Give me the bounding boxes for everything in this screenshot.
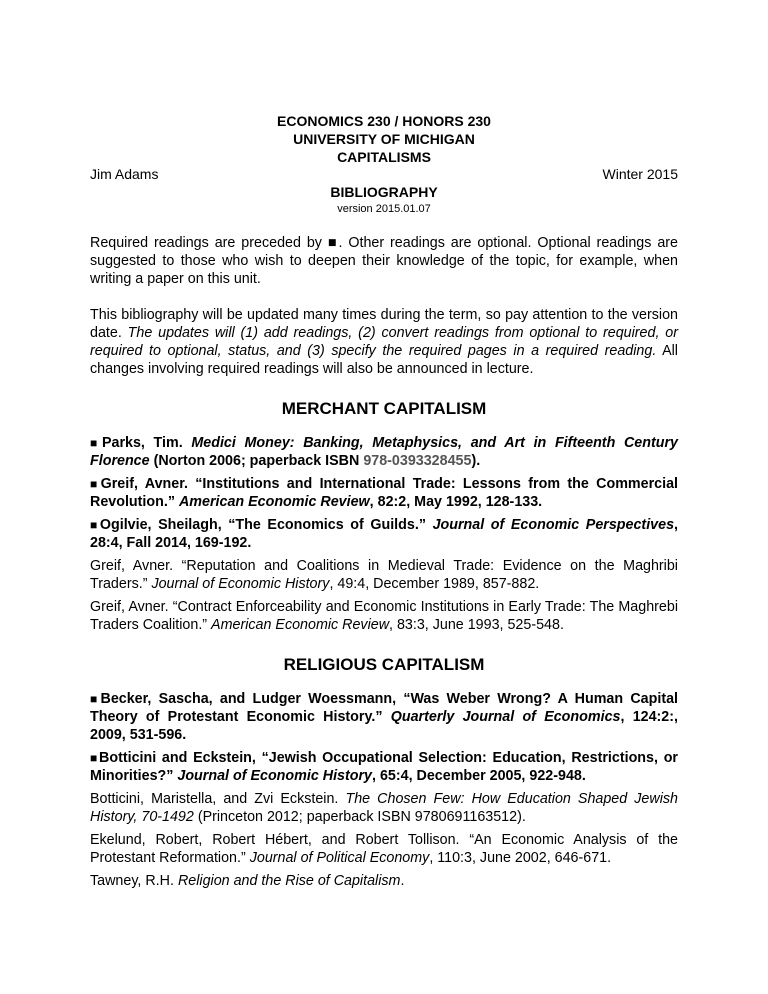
entry-details: , 83:3, June 1993, 525-548. xyxy=(389,617,564,633)
bib-entry xyxy=(90,434,678,470)
entry-journal: Journal of Economic History xyxy=(151,576,330,592)
entry-journal: Quarterly Journal of Economics xyxy=(390,709,621,725)
bib-entry xyxy=(90,872,678,890)
section-heading-merchant: MERCHANT CAPITALISM xyxy=(281,399,487,418)
intro-paragraph-2 xyxy=(90,306,678,378)
bib-entry xyxy=(90,690,678,744)
bibliography-page xyxy=(90,0,678,890)
entry-author: Parks, Tim. xyxy=(101,435,192,451)
entry-journal: Journal of Political Economy xyxy=(249,850,430,866)
entry-details: , 124:2:, 2009, 531-596. xyxy=(90,709,678,743)
entry-journal: American Economic Review xyxy=(178,494,370,510)
entry-journal: American Economic Review xyxy=(211,617,390,633)
required-bullet-icon: ■ xyxy=(90,692,101,706)
bib-entry xyxy=(90,598,678,634)
entry-journal: Journal of Economic Perspectives xyxy=(432,517,675,533)
entry-author: Tawney, R.H. xyxy=(90,873,178,889)
entry-title: Medici Money: Banking, Metaphysics, and Art in Fifteenth Century Florence xyxy=(90,435,678,469)
entry-author: Becker, Sascha, and Ludger Woessmann, “Was Weber Wrong? A Human Capital Theory of Protestant Economic History.” xyxy=(90,691,678,725)
required-bullet-icon: ■ xyxy=(90,751,100,765)
entry-details: . xyxy=(400,873,405,889)
university-name: UNIVERSITY OF MICHIGAN xyxy=(293,131,475,147)
version-label: version 2015.01.07 xyxy=(337,203,431,215)
entry-author: Greif, Avner. “Reputation and Coalitions in Medieval Trade: Evidence on the Maghribi Traders.” xyxy=(90,558,678,592)
entry-details: , 110:3, June 2002, 646-671. xyxy=(429,850,612,866)
intro-text-end: All changes involving required readings will also be announced in lecture. xyxy=(90,343,678,377)
entry-details: , 82:2, May 1992, 128-133. xyxy=(369,494,543,510)
required-bullet-icon: ■ xyxy=(90,436,102,450)
course-subtitle: CAPITALISMS xyxy=(337,149,431,165)
entry-journal: Journal of Economic History xyxy=(177,768,373,784)
entry-author: Greif, Avner. “Contract Enforceability and Economic Institutions in Early Trade: The Maghrebi Traders Coalition.” xyxy=(90,599,678,633)
entry-author: Botticini, Maristella, and Zvi Eckstein. xyxy=(90,791,346,807)
required-bullet-icon: ■ xyxy=(90,477,101,491)
bib-entry xyxy=(90,749,678,785)
entry-book-title: Religion and the Rise of Capitalism xyxy=(177,873,401,889)
entry-author: Botticini and Eckstein, “Jewish Occupational Selection: Education, Restrictions, or Minorities?” xyxy=(90,750,678,784)
entry-end: ). xyxy=(471,453,481,469)
bib-entry xyxy=(90,557,678,593)
entry-publisher: (Norton 2006; paperback ISBN xyxy=(149,453,364,469)
required-bullet-icon: ■ xyxy=(90,518,100,532)
course-title: ECONOMICS 230 / HONORS 230 xyxy=(277,113,491,129)
entry-book-title: The Chosen Few: How Education Shaped Jewish History, 70-1492 xyxy=(90,791,678,825)
term-label: Winter 2015 xyxy=(602,166,678,182)
bib-entry xyxy=(90,516,678,552)
entry-details: , 28:4, Fall 2014, 169-192. xyxy=(90,517,678,551)
section-heading-religious: RELIGIOUS CAPITALISM xyxy=(283,655,485,674)
entry-author: Ogilvie, Sheilagh, “The Economics of Guilds.” xyxy=(99,517,433,533)
entry-author: Ekelund, Robert, Robert Hébert, and Robert Tollison. “An Economic Analysis of the Protestant Reformation.” xyxy=(90,832,678,866)
bib-entry xyxy=(90,831,678,867)
entry-details: (Princeton 2012; paperback ISBN 9780691163512). xyxy=(193,809,526,825)
intro-paragraph-1: Required readings are preceded by ■. Other readings are optional. Optional readings are suggested to those who wish to deepen their knowledge of the topic, for example, when writing a paper on this unit. xyxy=(90,235,678,287)
entry-details: , 49:4, December 1989, 857-882. xyxy=(329,576,540,592)
bib-entry xyxy=(90,475,678,511)
instructor-name: Jim Adams xyxy=(90,166,159,182)
header-row xyxy=(90,166,678,200)
entry-author: Greif, Avner. “Institutions and International Trade: Lessons from the Commercial Revolution.” xyxy=(90,476,679,510)
bib-entry xyxy=(90,790,678,826)
entry-details: , 65:4, December 2005, 922-948. xyxy=(372,768,586,784)
intro-text: This bibliography will be updated many times during the term, so pay attention to the version date. xyxy=(90,307,678,341)
intro-italic-text: The updates will (1) add readings, (2) convert readings from optional to required, or required to optional, status, and (3) specify the required pages in a required reading. xyxy=(90,325,678,359)
entry-isbn: 978-0393328455 xyxy=(363,453,472,469)
document-title: BIBLIOGRAPHY xyxy=(330,184,438,200)
